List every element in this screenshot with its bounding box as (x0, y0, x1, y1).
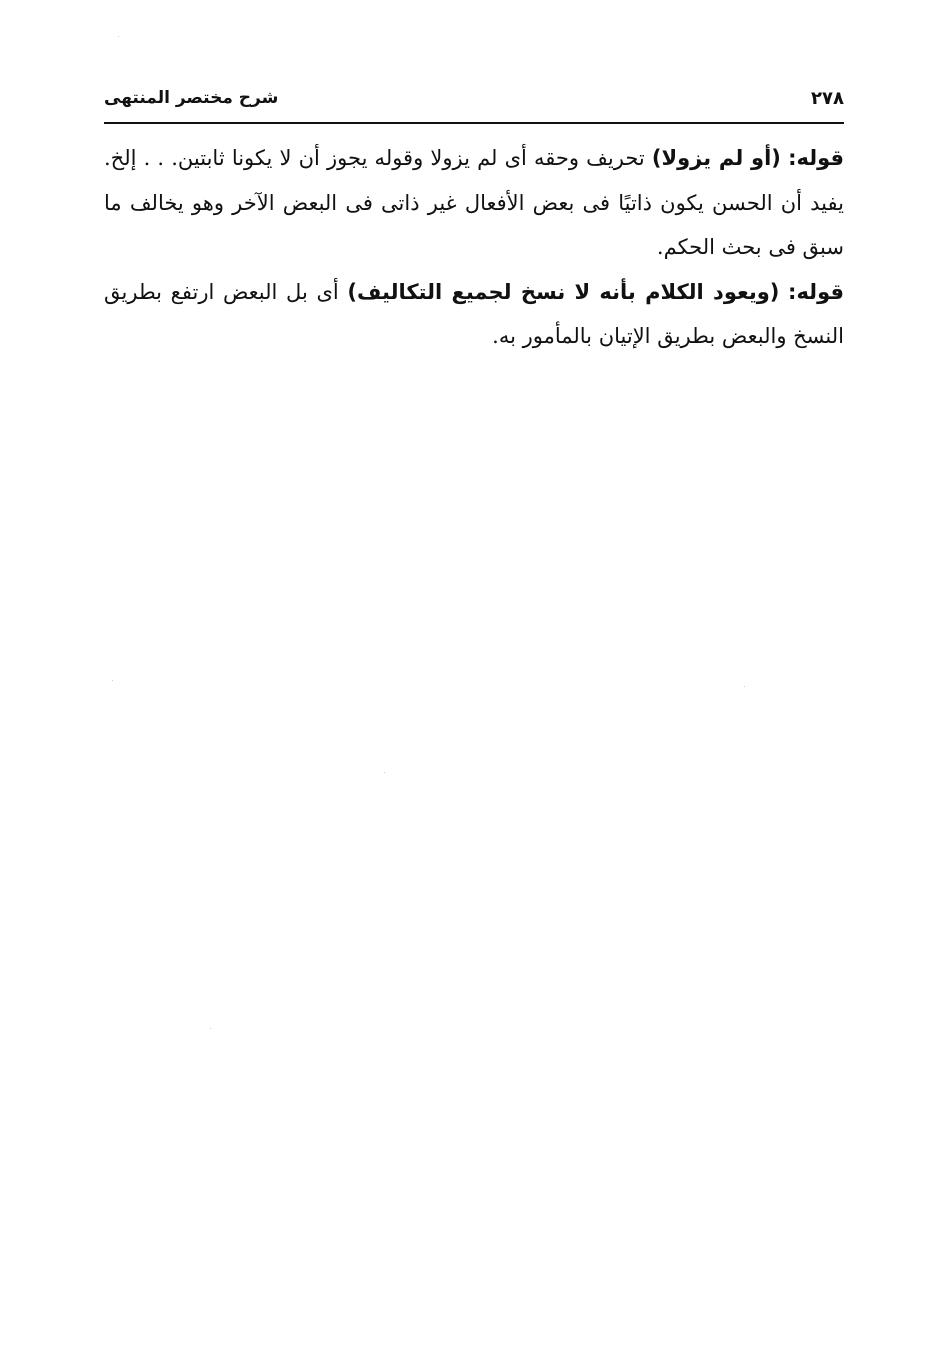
scan-speck (384, 772, 385, 773)
paragraph-1-text: تحريف وحقه أى لم يزولا وقوله يجوز أن لا يكونا ثابتين. . . إلخ. يفيد أن الحسن يكون ذاتيًا فى بعض الأفعال غير ذاتى فى البعض الآخر وهو يخالف ما سبق فى بحث الحكم. (104, 146, 844, 259)
body-text (104, 136, 844, 359)
paragraph-2 (104, 270, 844, 359)
scan-speck (744, 686, 745, 687)
paragraph-1-lead: قوله: (788, 146, 844, 170)
paragraph-2-quote: (ويعود الكلام بأنه لا نسخ لجميع التكاليف) (347, 279, 780, 304)
paragraph-2-text: أى بل البعض ارتفع بطريق النسخ والبعض بطريق الإتيان بالمأمور به. (104, 279, 844, 348)
paragraph-2-lead: قوله: (788, 279, 844, 304)
paragraph-1-quote: (أو لم يزولا) (651, 146, 781, 170)
page-header (104, 84, 844, 124)
running-title: شرح مختصر المنتهى (104, 88, 279, 108)
scan-speck (112, 680, 113, 681)
header-rule (104, 122, 844, 124)
paragraph-1 (104, 136, 844, 270)
page-number: ٢٧٨ (811, 88, 844, 109)
scan-speck (210, 1028, 211, 1029)
scan-speck (118, 36, 119, 37)
